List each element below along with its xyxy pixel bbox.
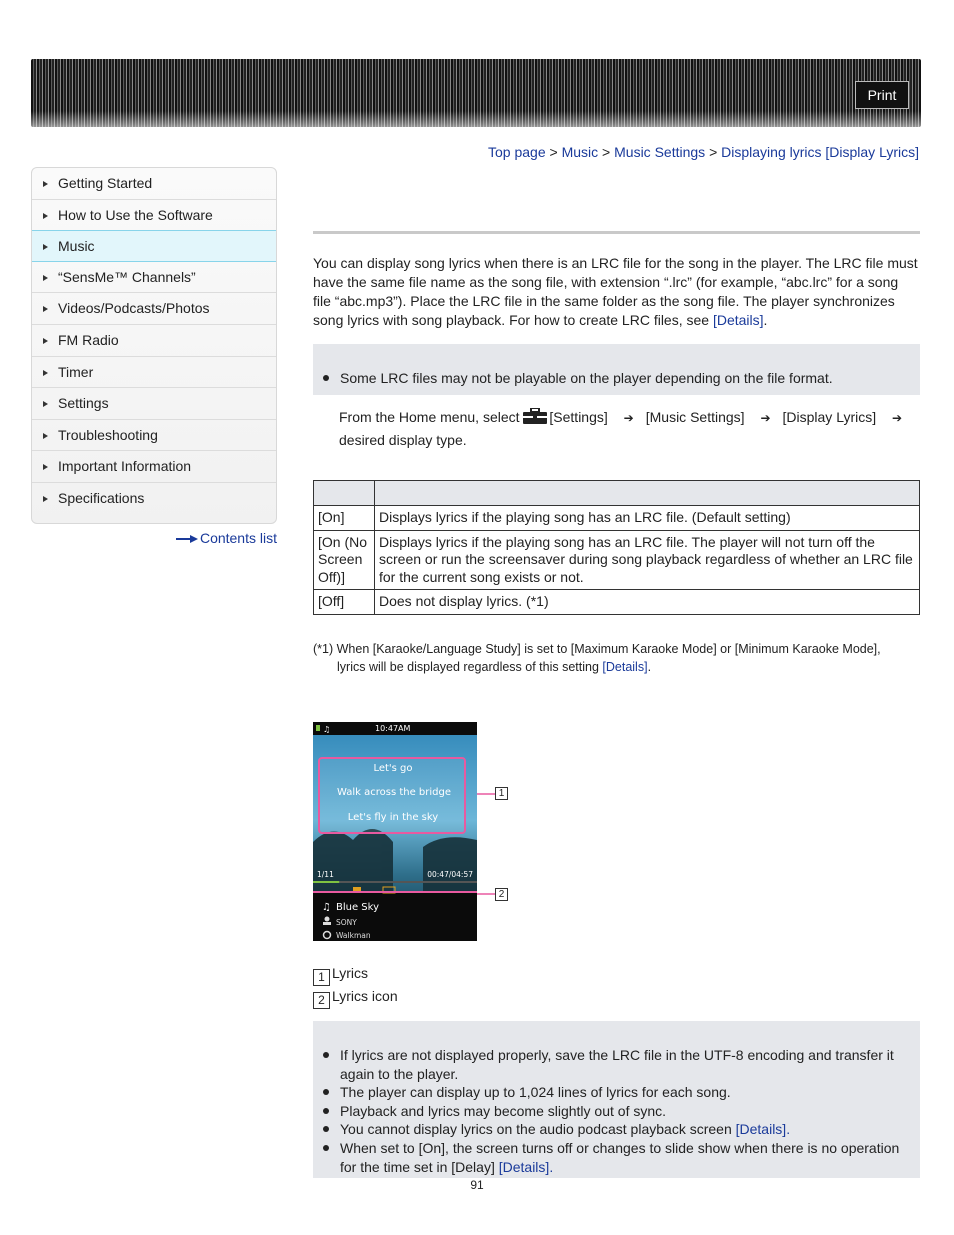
hint-bullet bbox=[313, 1139, 913, 1176]
arrow-right-icon bbox=[43, 433, 48, 439]
legend-number: 1 bbox=[313, 969, 330, 986]
option-cell: [Off] bbox=[314, 590, 375, 615]
lyrics-line-3: Let's fly in the sky bbox=[347, 812, 439, 823]
album-name: Walkman bbox=[336, 931, 371, 940]
step-suffix: desired display type. bbox=[339, 432, 467, 448]
sidebar-item-label: Settings bbox=[58, 395, 109, 412]
table-row bbox=[314, 530, 920, 590]
intro-end: . bbox=[763, 312, 768, 328]
artist-icon bbox=[325, 917, 330, 922]
sidebar-item-how-to-use-software[interactable] bbox=[32, 200, 276, 232]
header-banner bbox=[31, 59, 921, 127]
step-display-lyrics: [Display Lyrics] bbox=[782, 409, 877, 425]
footnote-line2-wrap bbox=[313, 659, 913, 677]
player-screenshot bbox=[313, 722, 477, 941]
legend-number: 2 bbox=[313, 992, 330, 1009]
callout-2: 2 bbox=[495, 888, 508, 901]
sidebar-item-label: “SensMe™ Channels” bbox=[58, 268, 196, 285]
breadcrumb-separator: > bbox=[549, 144, 558, 160]
description-cell: Displays lyrics if the playing song has an LRC file. The player will not turn off the screen or run the screensaver during song playback regardless of whether an LRC file for the current song exists or not. bbox=[375, 530, 920, 590]
print-button[interactable]: Print bbox=[855, 81, 909, 109]
song-title: Blue Sky bbox=[336, 902, 380, 913]
sidebar-item-troubleshooting[interactable] bbox=[32, 420, 276, 452]
settings-table bbox=[313, 480, 920, 615]
breadcrumb-music-settings[interactable]: Music Settings bbox=[614, 144, 706, 160]
footnote-line1: (*1) When [Karaoke/Language Study] is set to [Maximum Karaoke Mode] or [Minimum Karaoke Mode], bbox=[313, 642, 881, 656]
sidebar-item-label: Videos/Podcasts/Photos bbox=[58, 300, 210, 317]
legend-item bbox=[313, 963, 398, 986]
lyrics-icon-pointer bbox=[313, 891, 477, 893]
table-header-cell bbox=[314, 481, 375, 506]
breadcrumb-separator: > bbox=[602, 144, 611, 160]
step-music-settings: [Music Settings] bbox=[645, 409, 745, 425]
breadcrumb-separator: > bbox=[709, 144, 718, 160]
legend-item bbox=[313, 986, 398, 1009]
hint-bullet bbox=[313, 1083, 913, 1102]
footnote bbox=[313, 641, 913, 676]
arrow-right-icon: ➔ bbox=[760, 411, 771, 425]
arrow-right-icon: ➔ bbox=[623, 411, 634, 425]
sidebar-item-videos-podcasts-photos[interactable] bbox=[32, 293, 276, 325]
intro-paragraph bbox=[313, 254, 918, 330]
sidebar-item-label: Troubleshooting bbox=[58, 426, 158, 443]
sidebar-item-specifications[interactable] bbox=[32, 483, 276, 515]
note-bullet: Some LRC files may not be playable on the player depending on the file format. bbox=[313, 369, 913, 388]
lyrics-line-2: Walk across the bridge bbox=[336, 787, 452, 798]
sidebar-item-label: FM Radio bbox=[58, 331, 119, 348]
breadcrumb-displaying-lyrics[interactable]: Displaying lyrics [Display Lyrics] bbox=[721, 144, 919, 160]
hint-bullet bbox=[313, 1120, 913, 1139]
details-link[interactable]: [Details] bbox=[712, 312, 764, 328]
hint-end: . bbox=[786, 1121, 791, 1138]
legend-label: Lyrics icon bbox=[332, 988, 398, 1004]
arrow-right-icon bbox=[43, 213, 48, 219]
breadcrumb bbox=[488, 144, 919, 160]
arrow-right-icon: ➔ bbox=[892, 411, 903, 425]
hint-text: The player can display up to 1,024 lines of lyrics for each song. bbox=[340, 1084, 731, 1101]
status-time: 10:47AM bbox=[375, 724, 411, 733]
sidebar-item-important-information[interactable] bbox=[32, 451, 276, 483]
legend bbox=[313, 963, 398, 1009]
sidebar-item-label: Getting Started bbox=[58, 175, 153, 191]
sidebar-item-sensme-channels[interactable] bbox=[32, 262, 276, 294]
song-icon: ♫ bbox=[322, 902, 331, 913]
table-row bbox=[314, 506, 920, 531]
step-settings: [Settings] bbox=[549, 409, 608, 425]
arrow-right-icon bbox=[176, 535, 198, 543]
hint-text: Playback and lyrics may become slightly out of sync. bbox=[340, 1102, 667, 1119]
hint-bullet bbox=[313, 1102, 913, 1121]
table-header-row bbox=[314, 481, 920, 506]
hint-bullet bbox=[313, 1046, 913, 1083]
option-cell: [On] bbox=[314, 506, 375, 531]
arrow-right-icon bbox=[43, 370, 48, 376]
sidebar-item-settings[interactable] bbox=[32, 388, 276, 420]
hint-text: You cannot display lyrics on the audio podcast playback screen bbox=[340, 1121, 736, 1138]
arrow-right-icon bbox=[43, 181, 48, 187]
option-cell: [On (No Screen Off)] bbox=[314, 530, 375, 590]
artist-name: SONY bbox=[336, 918, 357, 927]
sidebar-item-getting-started[interactable] bbox=[32, 168, 276, 200]
hint-end: . bbox=[549, 1158, 554, 1175]
details-link[interactable]: [Details] bbox=[735, 1121, 787, 1138]
description-cell: Displays lyrics if the playing song has an LRC file. (Default setting) bbox=[375, 506, 920, 531]
arrow-right-icon bbox=[43, 401, 48, 407]
track-position: 1/11 bbox=[317, 870, 334, 879]
step-prefix: From the Home menu, select bbox=[339, 409, 520, 425]
callout-lines bbox=[463, 780, 523, 905]
arrow-right-icon bbox=[43, 275, 48, 281]
description-cell: Does not display lyrics. (*1) bbox=[375, 590, 920, 615]
sidebar-item-timer[interactable] bbox=[32, 357, 276, 389]
note-box bbox=[313, 344, 920, 395]
page-number: 91 bbox=[470, 1178, 484, 1192]
hint-box bbox=[313, 1021, 920, 1178]
arrow-right-icon bbox=[43, 244, 48, 250]
toolbox-settings-icon bbox=[523, 408, 547, 424]
breadcrumb-top-page[interactable]: Top page bbox=[488, 144, 546, 160]
table-row bbox=[314, 590, 920, 615]
footnote-end: . bbox=[647, 659, 652, 674]
contents-list-label: Contents list bbox=[199, 530, 277, 546]
details-link[interactable]: [Details] bbox=[602, 659, 648, 674]
sidebar-item-music[interactable] bbox=[31, 230, 277, 262]
sidebar-item-label: Timer bbox=[58, 363, 94, 380]
lyrics-line-1: Let's go bbox=[373, 763, 413, 774]
sidebar-item-label: Important Information bbox=[58, 458, 192, 475]
sidebar-nav bbox=[31, 167, 277, 524]
arrow-right-icon bbox=[43, 338, 48, 344]
arrow-right-icon bbox=[43, 496, 48, 502]
sidebar-item-label: Specifications bbox=[58, 489, 145, 506]
sidebar-item-label: Music bbox=[58, 238, 95, 255]
sidebar-item-fm-radio[interactable] bbox=[32, 325, 276, 357]
hint-text: When set to [On], the screen turns off or changes to slide show when there is no operation for the time set in [Delay] bbox=[340, 1139, 900, 1175]
details-link[interactable]: [Details] bbox=[498, 1158, 550, 1175]
title-divider bbox=[313, 231, 920, 234]
operation-step bbox=[339, 406, 919, 451]
footnote-line2: lyrics will be displayed regardless of this setting bbox=[337, 659, 603, 674]
arrow-right-icon bbox=[43, 464, 48, 470]
breadcrumb-music[interactable]: Music bbox=[561, 144, 599, 160]
table-header-cell bbox=[375, 481, 920, 506]
contents-list-link[interactable] bbox=[176, 530, 277, 546]
callout-1: 1 bbox=[495, 787, 508, 800]
music-note-icon: ♫ bbox=[323, 725, 331, 734]
sidebar-item-label: How to Use the Software bbox=[58, 206, 213, 223]
elapsed-time: 00:47/04:57 bbox=[427, 870, 473, 879]
progress-fill bbox=[313, 881, 339, 883]
intro-text: You can display song lyrics when there is an LRC file for the song in the player. The LRC file must have the same file name as the song file, with extension “.lrc” (for example, “abc.lrc” for a song file “abc.mp3”). Place the LRC file in the same folder as the song file. The player synchronizes song lyrics with song playback. For how to create LRC files, see bbox=[313, 255, 918, 328]
legend-label: Lyrics bbox=[332, 965, 369, 981]
hint-text: If lyrics are not displayed properly, save the LRC file in the UTF-8 encoding and transfer it again to the player. bbox=[340, 1047, 894, 1082]
arrow-right-icon bbox=[43, 306, 48, 312]
